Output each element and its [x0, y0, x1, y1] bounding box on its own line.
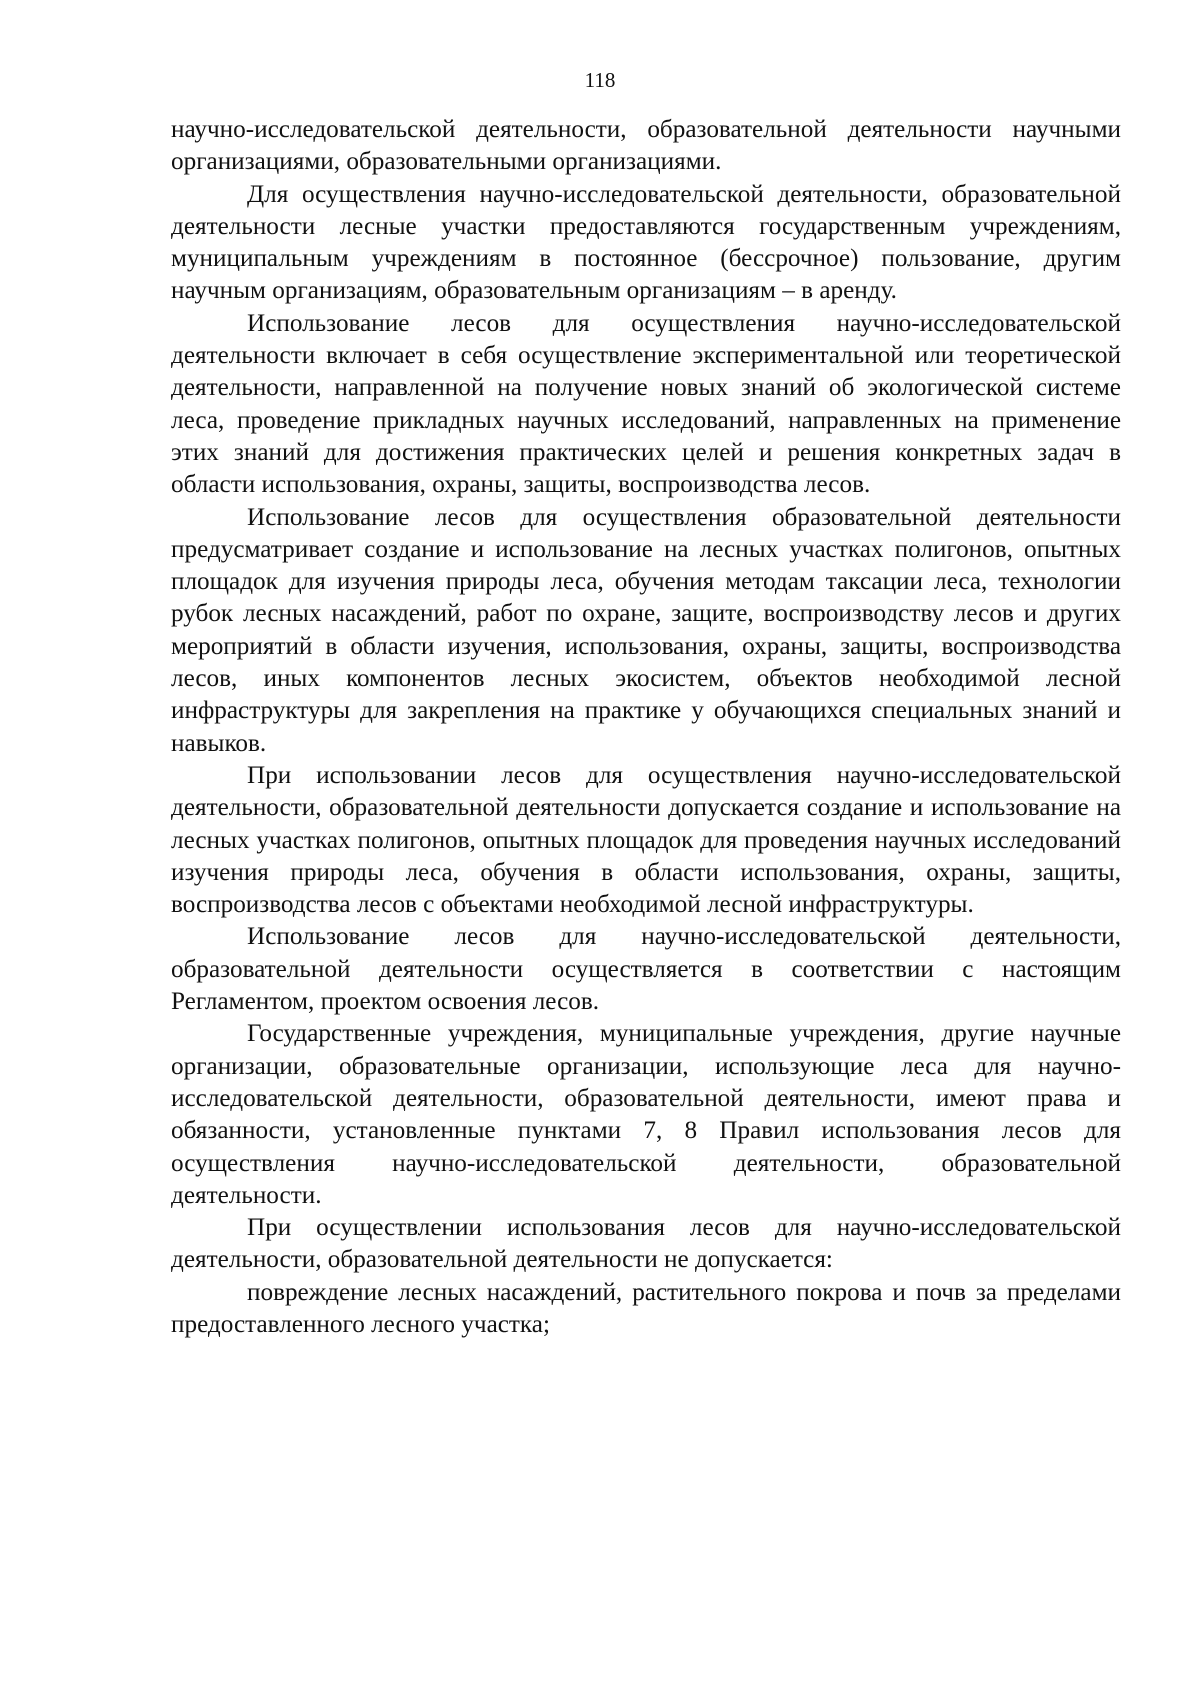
- paragraph: При осуществлении использования лесов для научно-исследовательской деятельности, образовательной деятельности не допускается:: [171, 1214, 1121, 1274]
- paragraph-continuation: научно-исследовательской деятельности, образовательной деятельности научными организациями, образовательными организациями.: [171, 116, 1121, 176]
- list-item: повреждение лесных насаждений, растительного покрова и почв за пределами предоставленного лесного участка;: [171, 1278, 1121, 1338]
- paragraph: Использование лесов для осуществления научно-исследовательской деятельности включает в себя осуществление экспериментальной или теоретической деятельности, направленной на получение новых знаний об экологической системе леса, проведение прикладных научных исследований, направленных на применение этих знаний для достижения практических целей и решения конкретных задач в области использования, охраны, защиты, воспроизводства лесов.: [171, 309, 1121, 499]
- paragraph: Государственные учреждения, муниципальные учреждения, другие научные организации, образовательные организации, использующие леса для научно-исследовательской деятельности, образовательной деятельности, имеют права и обязанности, установленные пунктами 7, 8 Правил использования лесов для осуществления научно-исследовательской деятельности, образовательной деятельности.: [171, 1020, 1121, 1209]
- document-body: [171, 114, 1121, 1341]
- paragraph: При использовании лесов для осуществления научно-исследовательской деятельности, образовательной деятельности допускается создание и использование на лесных участках полигонов, опытных площадок для проведения научных исследований изучения природы леса, обучения в области использования, охраны, защиты, воспроизводства лесов с объектами необходимой лесной инфраструктуры.: [171, 761, 1121, 919]
- paragraph: Использование лесов для научно-исследовательской деятельности, образовательной деятельности осуществляется в соответствии с настоящим Регламентом, проектом освоения лесов.: [171, 923, 1121, 1016]
- paragraph: Использование лесов для осуществления образовательной деятельности предусматривает создание и использование на лесных участках полигонов, опытных площадок для изучения природы леса, обучения методам таксации леса, технологии рубок лесных насаждений, работ по охране, защите, воспроизводству лесов и других мероприятий в области изучения, использования, охраны, защиты, воспроизводства лесов, иных компонентов лесных экосистем, объектов необходимой лесной инфраструктуры для закрепления на практике у обучающихся специальных знаний и навыков.: [171, 503, 1121, 757]
- paragraph: Для осуществления научно-исследовательской деятельности, образовательной деятельности лесные участки предоставляются государственным учреждениям, муниципальным учреждениям в постоянное (бессрочное) пользование, другим научным организациям, образовательным организациям – в аренду.: [171, 180, 1121, 305]
- page-number: 118: [584, 68, 616, 92]
